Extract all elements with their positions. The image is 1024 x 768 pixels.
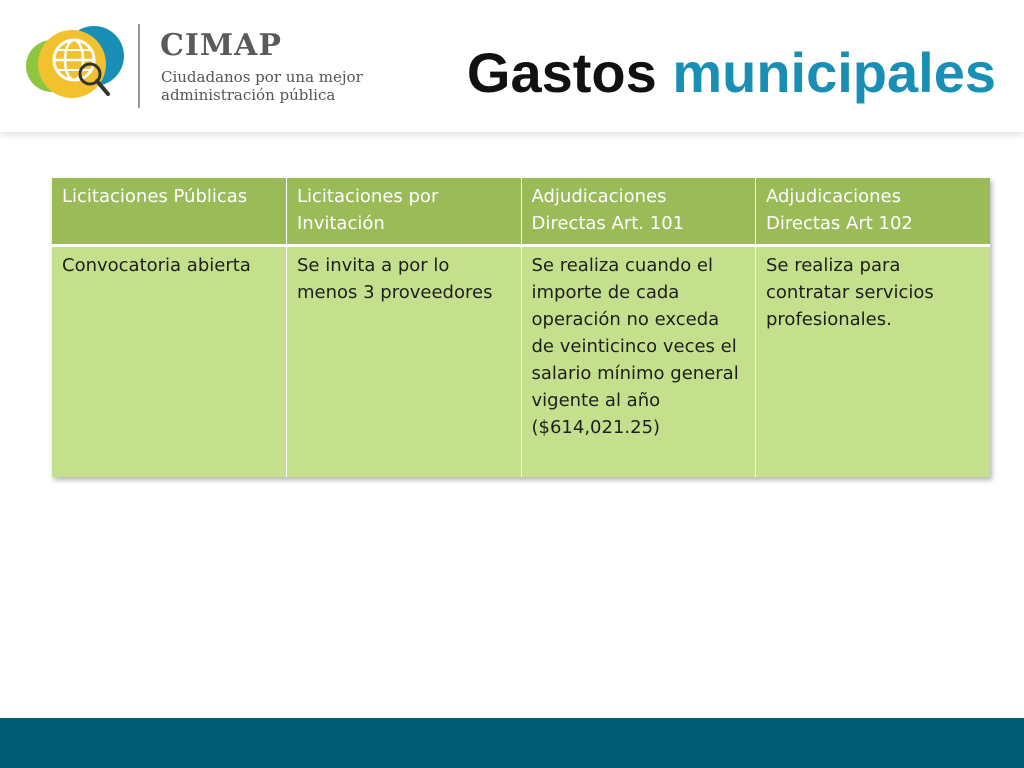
- globe-magnifier-icon: [24, 22, 128, 106]
- title-part2: municipales: [672, 41, 996, 104]
- brand-name: CIMAP: [160, 28, 282, 63]
- procurement-table: [52, 178, 990, 477]
- table-header-cell: Adjudicaciones Directas Art. 101: [521, 178, 756, 246]
- table-header-cell: Adjudicaciones Directas Art 102: [756, 178, 991, 246]
- header-bar: [0, 0, 1024, 132]
- table-header-cell: Licitaciones por Invitación: [287, 178, 522, 246]
- table-cell: Se realiza cuando el importe de cada operación no exceda de veinticinco veces el salario mínimo general vigente al año ($614,021.25): [521, 246, 756, 478]
- table-header-cell: Licitaciones Públicas: [52, 178, 287, 246]
- table-cell: Se realiza para contratar servicios profesionales.: [756, 246, 991, 478]
- table-cell: Se invita a por lo menos 3 proveedores: [287, 246, 522, 478]
- table-row: [52, 246, 990, 478]
- page-title: [467, 40, 996, 106]
- procurement-table-wrapper: [52, 178, 990, 477]
- logo-divider: [138, 24, 140, 108]
- brand-tagline: [161, 68, 391, 104]
- title-part1: Gastos: [466, 41, 657, 104]
- footer-bar: [0, 718, 1024, 768]
- table-cell: Convocatoria abierta: [52, 246, 287, 478]
- table-header-row: [52, 178, 990, 246]
- brand-tagline-line1: Ciudadanos por una mejor: [161, 68, 363, 86]
- brand-tagline-line2: administración pública: [161, 86, 336, 104]
